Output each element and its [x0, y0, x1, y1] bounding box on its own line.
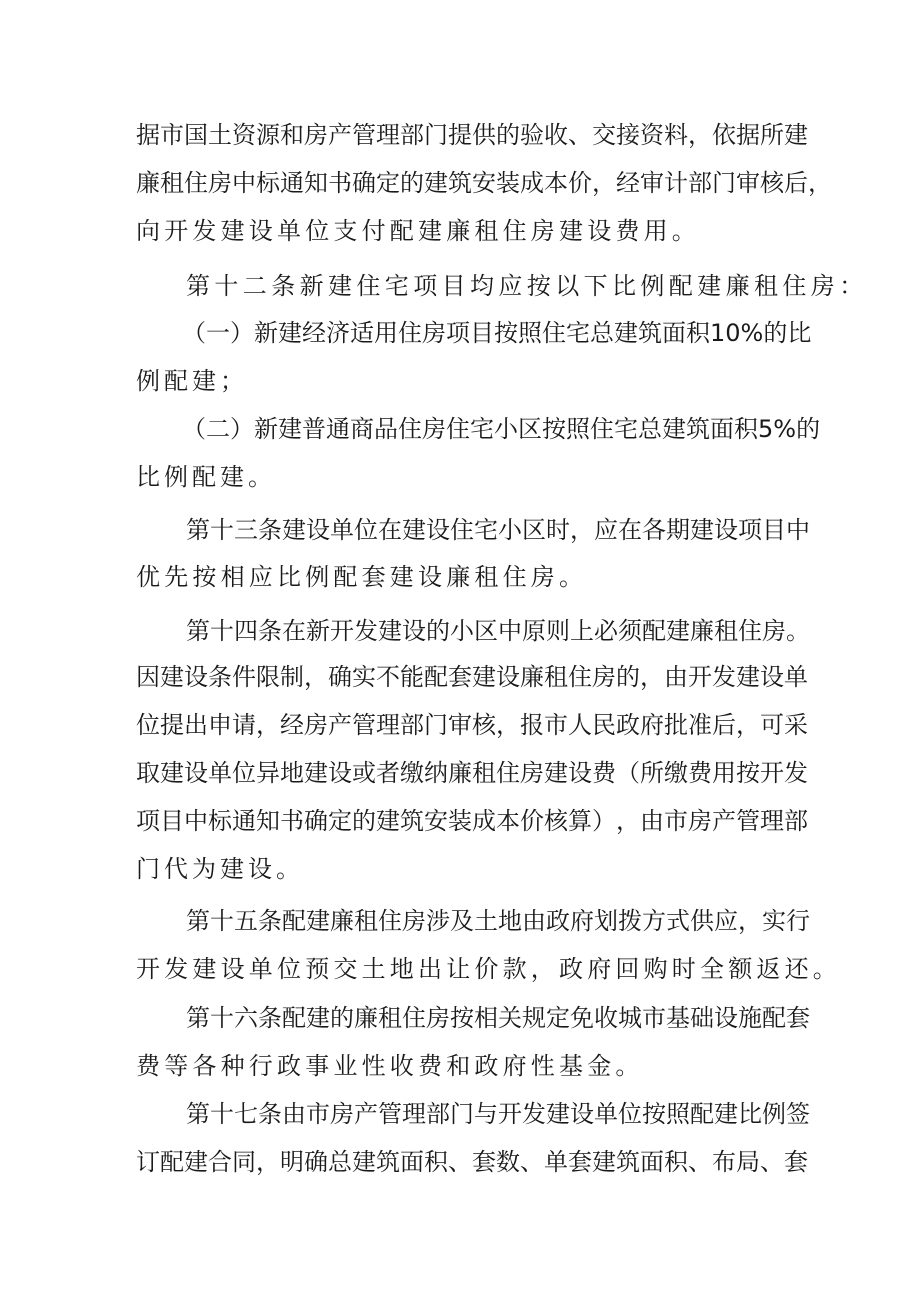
text-line: 第 十 六 条 配 建 的 廉 租 住 房 按 相 关 规 定 免 收 城 市 基 础 设 施 配 套	[186, 1004, 810, 1032]
text-line: 据 市 国 土 资 源 和 房 产 管 理 部 门 提 供 的 验 收 、 交 接 资 料 ， 依 据 所 建	[136, 121, 808, 149]
text-line: 比例配建。	[136, 463, 276, 491]
text-line: （ 一 ） 新 建 经 济 适 用 住 房 项 目 按 照 住 宅 总 建 筑 面 积 10% 的 比	[182, 319, 812, 347]
text-line: 向开发建设单位支付配建廉租住房建设费用。	[136, 217, 700, 245]
text-line: 开发建设单位预交土地出让价款，政府回购时全额返还。	[136, 955, 841, 983]
text-line: （ 二 ） 新 建 普 通 商 品 住 房 住 宅 小 区 按 照 住 宅 总 建 筑 面 积 5% 的	[182, 415, 821, 443]
text-line: 第 十 五 条 配 建 廉 租 住 房 涉 及 土 地 由 政 府 划 拨 方 式 供 应 ， 实 行	[186, 907, 810, 935]
text-line: 费等各种行政事业性收费和政府性基金。	[136, 1052, 644, 1080]
text-line: 门代为建设。	[136, 855, 304, 883]
text-line: 廉 租 住 房 中 标 通 知 书 确 定 的 建 筑 安 装 成 本 价 ， 经 审 计 部 门 审 核 后 ，	[136, 169, 832, 197]
text-line: 例配建；	[136, 367, 248, 395]
text-line: 优先按相应比例配套建设廉租住房。	[136, 563, 588, 591]
text-line: 第 十 四 条 在 新 开 发 建 设 的 小 区 中 原 则 上 必 须 配 建 廉 租 住 房 。	[186, 617, 810, 645]
text-line: 订 配 建 合 同 ， 明 确 总 建 筑 面 积 、 套 数 、 单 套 建 筑 面 积 、 布 局 、 套	[136, 1148, 808, 1176]
text-line: 第十二条新建住宅项目均应按以下比例配建廉租住房：	[186, 272, 868, 300]
text-line: 取 建 设 单 位 异 地 建 设 或 者 缴 纳 廉 租 住 房 建 设 费 （ 所 缴 费 用 按 开 发	[136, 759, 808, 787]
text-line: 因 建 设 条 件 限 制 ， 确 实 不 能 配 套 建 设 廉 租 住 房 的 ， 由 开 发 建 设 单	[136, 663, 808, 691]
text-line: 位 提 出 申 请 ， 经 房 产 管 理 部 门 审 核 ， 报 市 人 民 政 府 批 准 后 ， 可 采	[136, 711, 808, 739]
text-line: 项 目 中 标 通 知 书 确 定 的 建 筑 安 装 成 本 价 核 算 ） ， 由 市 房 产 管 理 部	[136, 807, 808, 835]
text-line: 第 十 七 条 由 市 房 产 管 理 部 门 与 开 发 建 设 单 位 按 照 配 建 比 例 签	[186, 1100, 810, 1128]
text-line: 第 十 三 条 建 设 单 位 在 建 设 住 宅 小 区 时 ， 应 在 各 期 建 设 项 目 中	[186, 516, 810, 544]
